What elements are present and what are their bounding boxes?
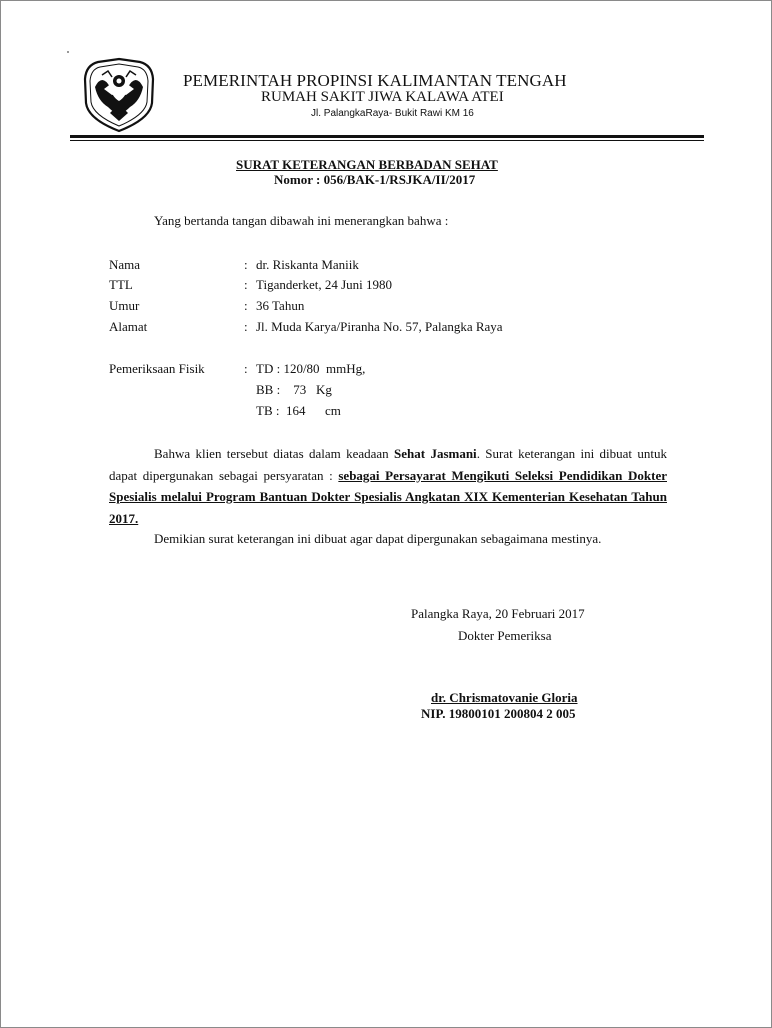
header-government-name: PEMERINTAH PROPINSI KALIMANTAN TENGAH bbox=[183, 71, 567, 90]
closing-paragraph: Demikian surat keterangan ini dibuat agar dapat dipergunakan sebagaimana mestinya. bbox=[154, 531, 602, 546]
scan-speck bbox=[67, 51, 69, 53]
header-address: Jl. PalangkaRaya- Bukit Rawi KM 16 bbox=[311, 108, 474, 119]
letter-number: Nomor : 056/BAK-1/RSJKA/II/2017 bbox=[274, 172, 476, 187]
signer-name: dr. Chrismatovanie Gloria bbox=[431, 690, 578, 705]
place-date: Palangka Raya, 20 Februari 2017 bbox=[411, 606, 585, 621]
exam-body-weight: BB : 73 Kg bbox=[256, 382, 332, 397]
letter-title: SURAT KETERANGAN BERBADAN SEHAT bbox=[236, 157, 498, 172]
statement-text-1: Bahwa klien tersebut diatas dalam keadaan bbox=[154, 446, 395, 461]
regional-coat-of-arms-icon bbox=[82, 57, 156, 133]
signer-role: Dokter Pemeriksa bbox=[458, 628, 552, 643]
exam-blood-pressure: TD : 120/80 mmHg, bbox=[256, 361, 366, 376]
field-sep-alamat: : bbox=[244, 319, 248, 334]
statement-text-2: . Surat keterangan ini dibuat untuk dapat dipergunakan sebagai persyaratan : bbox=[109, 446, 667, 483]
field-sep-umur: : bbox=[244, 298, 248, 313]
field-value-nama: dr. Riskanta Maniik bbox=[256, 257, 359, 272]
exam-label: Pemeriksaan Fisik bbox=[109, 361, 205, 376]
letterhead-rule-thick bbox=[70, 135, 704, 138]
opening-statement: Yang bertanda tangan dibawah ini menerangkan bahwa : bbox=[154, 213, 449, 228]
field-value-ttl: Tiganderket, 24 Juni 1980 bbox=[256, 277, 393, 292]
statement-health-status: Sehat Jasmani bbox=[394, 446, 477, 461]
field-label-ttl: TTL bbox=[109, 277, 133, 292]
field-value-umur: 36 Tahun bbox=[256, 298, 305, 313]
signer-nip: NIP. 19800101 200804 2 005 bbox=[421, 706, 576, 721]
field-label-nama: Nama bbox=[109, 257, 141, 272]
header-hospital-name: RUMAH SAKIT JIWA KALAWA ATEI bbox=[261, 89, 504, 105]
field-label-alamat: Alamat bbox=[109, 319, 148, 334]
field-label-umur: Umur bbox=[109, 298, 140, 313]
field-sep-nama: : bbox=[244, 257, 248, 272]
exam-body-height: TB : 164 cm bbox=[256, 403, 341, 418]
statement-paragraph bbox=[109, 443, 667, 529]
field-sep-ttl: : bbox=[244, 277, 248, 292]
statement-purpose: sebagai Persayarat Mengikuti Seleksi Pendidikan Dokter Spesialis melalui Program Bantuan Dokter Spesialis Angkatan XIX Kementerian Kesehatan Tahun 2017. bbox=[109, 467, 667, 526]
exam-sep: : bbox=[244, 361, 248, 376]
field-value-alamat: Jl. Muda Karya/Piranha No. 57, Palangka Raya bbox=[256, 319, 503, 334]
letterhead-rule-thin bbox=[70, 140, 704, 141]
